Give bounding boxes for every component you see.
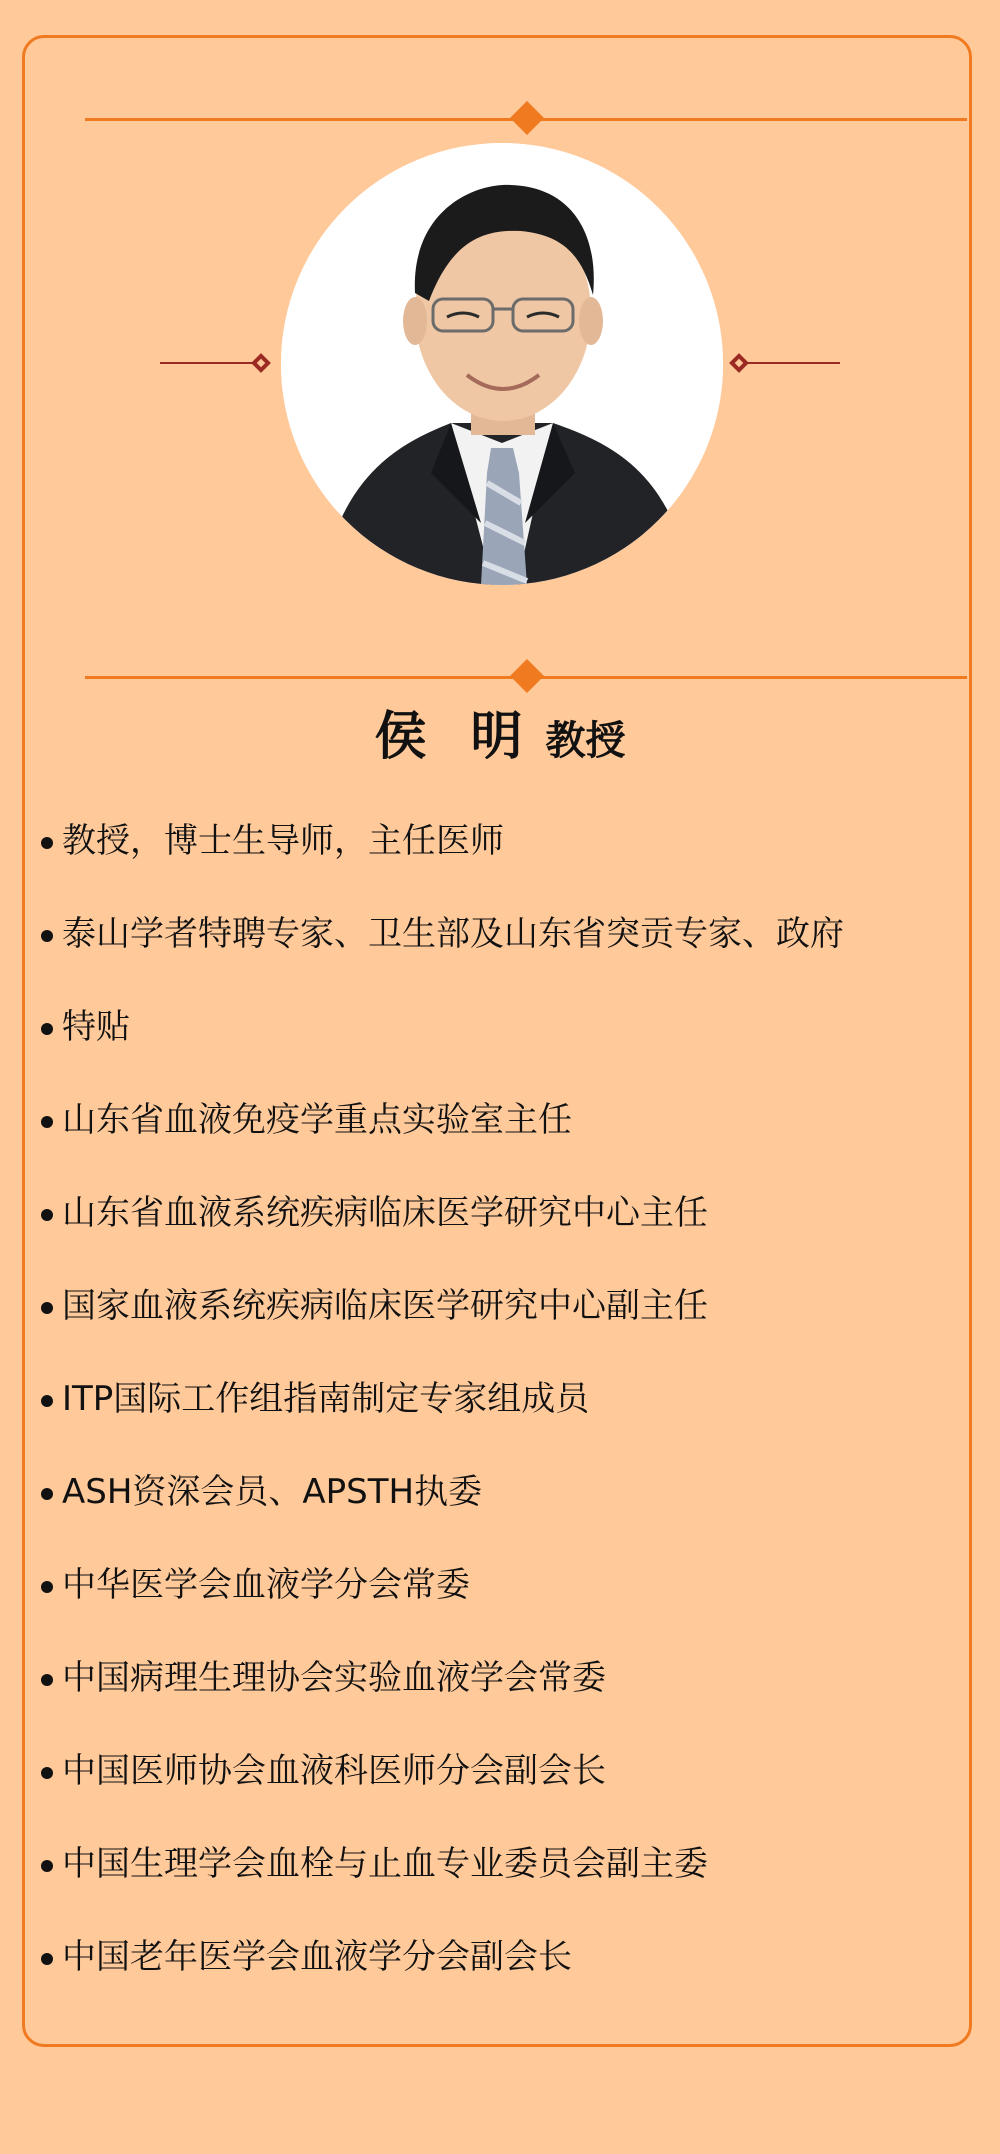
top-divider — [85, 118, 967, 121]
credential-item: 中国生理学会血栓与止血专业委员会副主委 — [38, 1818, 938, 1911]
credential-item: 山东省血液免疫学重点实验室主任 — [38, 1074, 938, 1167]
left-diamond-ornament-icon — [160, 351, 280, 375]
credential-item: ASH资深会员、APSTH执委 — [38, 1446, 938, 1539]
credential-item: 特贴 — [38, 981, 938, 1074]
credential-item: 中国医师协会血液科医师分会副会长 — [38, 1725, 938, 1818]
credential-item: 国家血液系统疾病临床医学研究中心副主任 — [38, 1260, 938, 1353]
credential-item: 山东省血液系统疾病临床医学研究中心主任 — [38, 1167, 938, 1260]
credential-item: 中国病理生理协会实验血液学会常委 — [38, 1632, 938, 1725]
expert-title: 教授 — [545, 718, 626, 764]
diamond-icon — [510, 101, 544, 135]
portrait-photo — [281, 143, 723, 585]
credential-item: 中国老年医学会血液学分会副会长 — [38, 1911, 938, 2004]
credential-item: 教授，博士生导师，主任医师 — [38, 795, 938, 888]
expert-name-heading — [0, 694, 1000, 769]
diamond-icon — [510, 659, 544, 693]
portrait-photo-icon — [281, 143, 723, 585]
credential-item: 泰山学者特聘专家、卫生部及山东省突贡专家、政府 — [38, 888, 938, 981]
credential-item: 中华医学会血液学分会常委 — [38, 1539, 938, 1632]
credential-item: ITP国际工作组指南制定专家组成员 — [38, 1353, 938, 1446]
credentials-list — [38, 795, 938, 2004]
bottom-divider — [85, 676, 967, 679]
expert-name: 侯明 — [374, 707, 567, 767]
right-diamond-ornament-icon — [720, 351, 840, 375]
